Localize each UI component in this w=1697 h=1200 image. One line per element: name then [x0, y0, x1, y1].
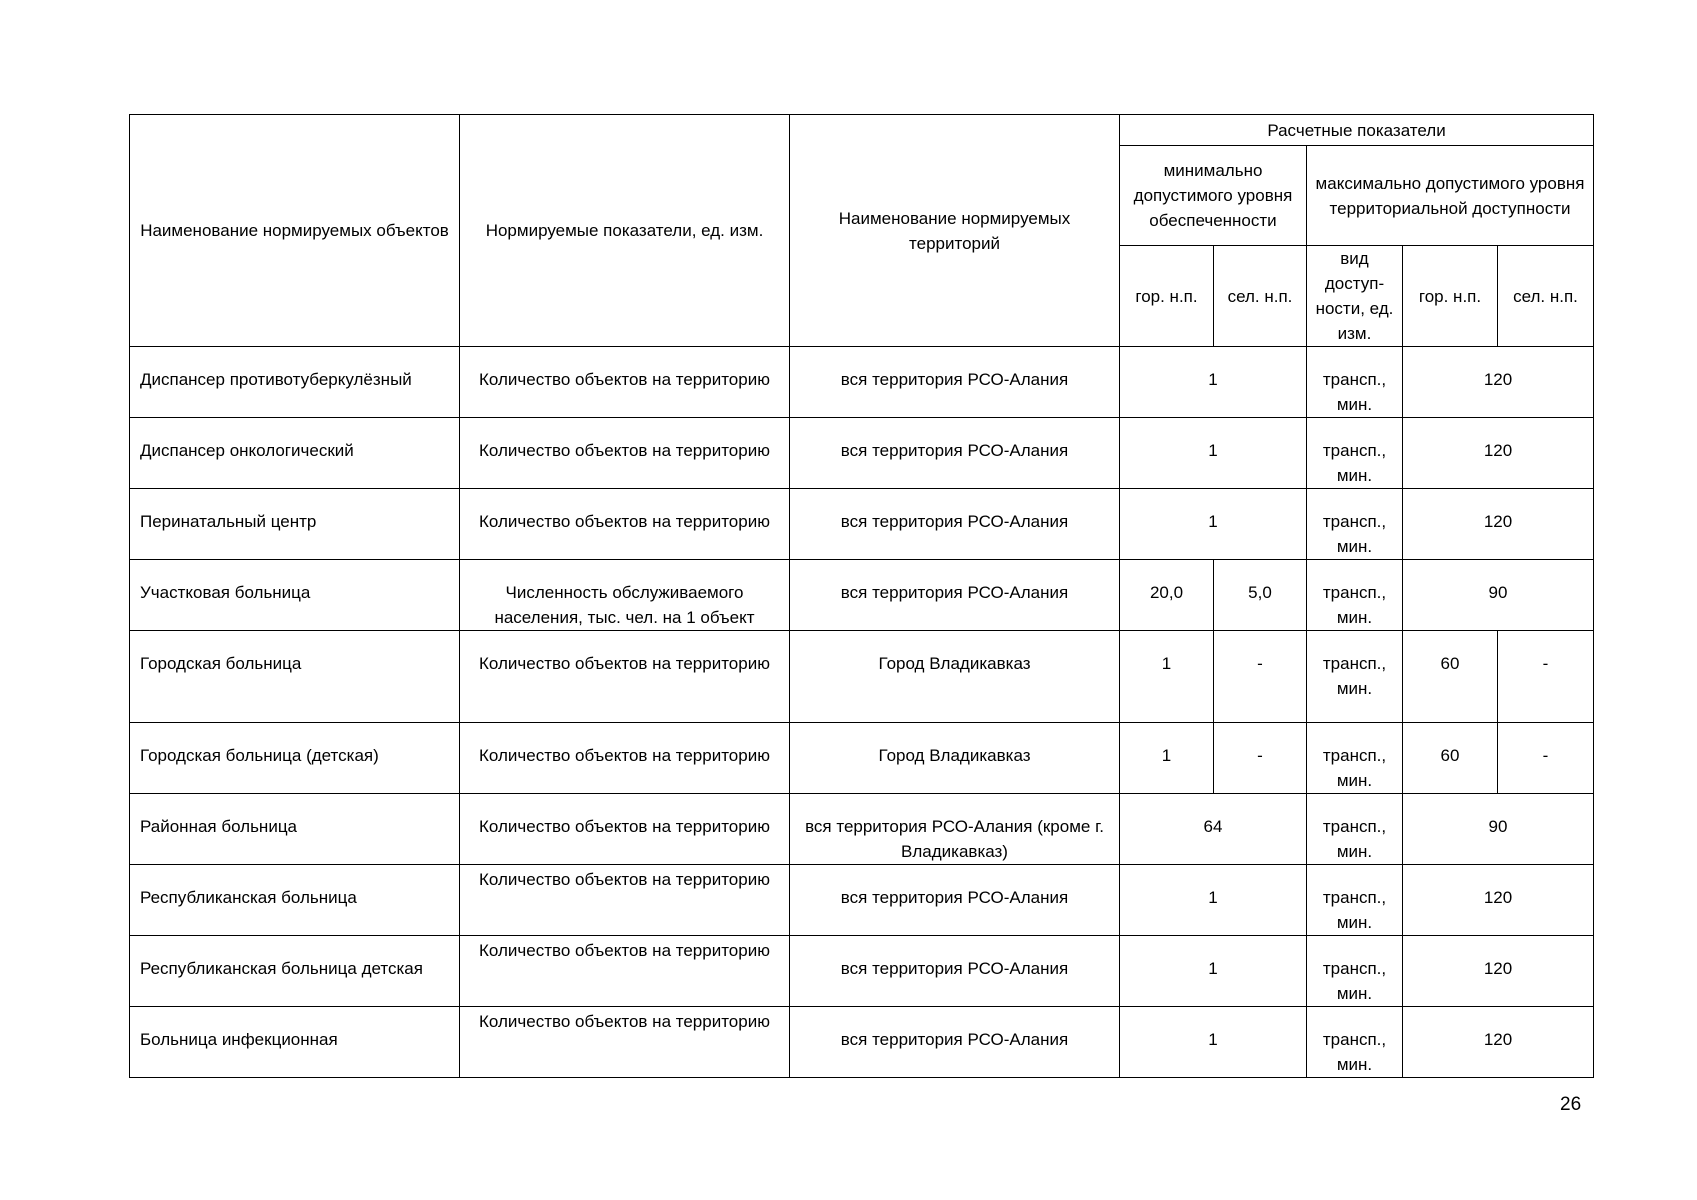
- access-type: трансп., мин.: [1307, 794, 1403, 865]
- max-level-urban: 60: [1403, 723, 1498, 794]
- min-level-value: 1: [1120, 865, 1307, 936]
- indicator: Количество объектов на территорию: [460, 1007, 790, 1078]
- min-level-value: 1: [1120, 936, 1307, 1007]
- indicator: Количество объектов на территорию: [460, 865, 790, 936]
- min-level-value: 1: [1120, 1007, 1307, 1078]
- access-type: трансп., мин.: [1307, 723, 1403, 794]
- object-name: Республиканская больница: [130, 865, 460, 936]
- indicator: Количество объектов на территорию: [460, 347, 790, 418]
- territory: вся территория РСО-Алания: [790, 347, 1120, 418]
- territory: вся территория РСО-Алания: [790, 560, 1120, 631]
- table-row: [130, 418, 1594, 489]
- table-row: [130, 1007, 1594, 1078]
- header-calc: Расчетные показатели: [1120, 115, 1594, 146]
- access-type: трансп., мин.: [1307, 631, 1403, 723]
- min-level-rural: 5,0: [1214, 560, 1307, 631]
- object-name: Районная больница: [130, 794, 460, 865]
- min-level-value: 1: [1120, 418, 1307, 489]
- territory: вся территория РСО-Алания: [790, 865, 1120, 936]
- min-level-value: 1: [1120, 347, 1307, 418]
- access-type: трансп., мин.: [1307, 1007, 1403, 1078]
- object-name: Республиканская больница детская: [130, 936, 460, 1007]
- table-row: [130, 631, 1594, 723]
- access-type: трансп., мин.: [1307, 418, 1403, 489]
- table-row: [130, 723, 1594, 794]
- table-row: [130, 489, 1594, 560]
- object-name: Участковая больница: [130, 560, 460, 631]
- object-name: Городская больница: [130, 631, 460, 723]
- max-level-value: 120: [1403, 936, 1594, 1007]
- indicator: Численность обслуживаемого населения, тыс. чел. на 1 объект: [460, 560, 790, 631]
- min-level-value: 1: [1120, 489, 1307, 560]
- indicator: Количество объектов на территорию: [460, 489, 790, 560]
- header-indicator: Нормируемые показатели, ед. изм.: [460, 115, 790, 347]
- access-type: трансп., мин.: [1307, 560, 1403, 631]
- object-name: Перинатальный центр: [130, 489, 460, 560]
- header-access-type: вид доступ-ности, ед. изм.: [1307, 246, 1403, 347]
- territory: вся территория РСО-Алания: [790, 489, 1120, 560]
- max-level-value: 120: [1403, 418, 1594, 489]
- object-name: Больница инфекционная: [130, 1007, 460, 1078]
- territory: вся территория РСО-Алания: [790, 418, 1120, 489]
- table-row: [130, 560, 1594, 631]
- table-row: [130, 794, 1594, 865]
- access-type: трансп., мин.: [1307, 865, 1403, 936]
- header-max-rural: сел. н.п.: [1498, 246, 1594, 347]
- min-level-urban: 1: [1120, 631, 1214, 723]
- access-type: трансп., мин.: [1307, 936, 1403, 1007]
- access-type: трансп., мин.: [1307, 347, 1403, 418]
- norms-table: [129, 114, 1594, 1078]
- table-row: [130, 347, 1594, 418]
- header-max-level: максимально допустимого уровня территориальной доступности: [1307, 146, 1594, 246]
- min-level-value: 64: [1120, 794, 1307, 865]
- min-level-urban: 1: [1120, 723, 1214, 794]
- object-name: Диспансер противотуберкулёзный: [130, 347, 460, 418]
- min-level-rural: -: [1214, 631, 1307, 723]
- indicator: Количество объектов на территорию: [460, 418, 790, 489]
- header-min-level: минимально допустимого уровня обеспеченности: [1120, 146, 1307, 246]
- access-type: трансп., мин.: [1307, 489, 1403, 560]
- header-min-urban: гор. н.п.: [1120, 246, 1214, 347]
- indicator: Количество объектов на территорию: [460, 794, 790, 865]
- territory: вся территория РСО-Алания: [790, 936, 1120, 1007]
- indicator: Количество объектов на территорию: [460, 631, 790, 723]
- indicator: Количество объектов на территорию: [460, 723, 790, 794]
- max-level-value: 120: [1403, 347, 1594, 418]
- max-level-value: 120: [1403, 1007, 1594, 1078]
- header-territory: Наименование нормируемых территорий: [790, 115, 1120, 347]
- max-level-rural: -: [1498, 723, 1594, 794]
- territory: вся территория РСО-Алания: [790, 1007, 1120, 1078]
- indicator: Количество объектов на территорию: [460, 936, 790, 1007]
- header-max-urban: гор. н.п.: [1403, 246, 1498, 347]
- territory: Город Владикавказ: [790, 723, 1120, 794]
- header-min-rural: сел. н.п.: [1214, 246, 1307, 347]
- header-object: Наименование нормируемых объектов: [130, 115, 460, 347]
- territory: Город Владикавказ: [790, 631, 1120, 723]
- table-row: [130, 865, 1594, 936]
- max-level-value: 90: [1403, 794, 1594, 865]
- max-level-rural: -: [1498, 631, 1594, 723]
- min-level-rural: -: [1214, 723, 1307, 794]
- min-level-urban: 20,0: [1120, 560, 1214, 631]
- max-level-value: 120: [1403, 865, 1594, 936]
- page-number: 26: [1560, 1094, 1582, 1115]
- max-level-value: 90: [1403, 560, 1594, 631]
- table-row: [130, 936, 1594, 1007]
- object-name: Диспансер онкологический: [130, 418, 460, 489]
- max-level-urban: 60: [1403, 631, 1498, 723]
- territory: вся территория РСО-Алания (кроме г. Владикавказ): [790, 794, 1120, 865]
- max-level-value: 120: [1403, 489, 1594, 560]
- object-name: Городская больница (детская): [130, 723, 460, 794]
